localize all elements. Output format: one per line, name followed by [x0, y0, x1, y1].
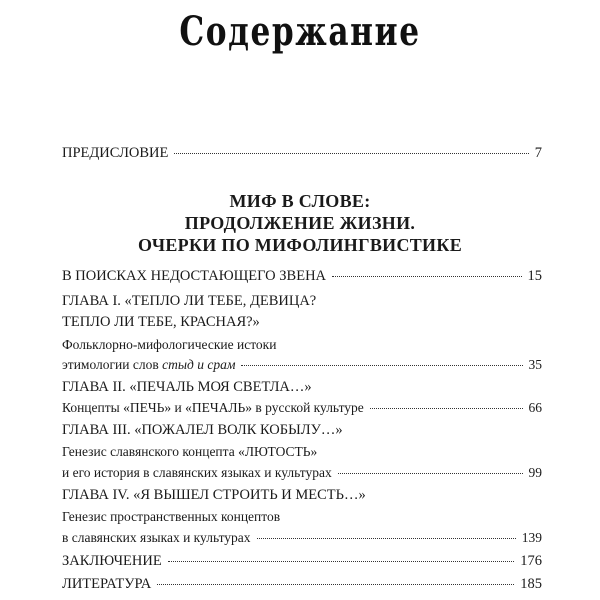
- dot-leader: [338, 472, 523, 474]
- toc-page-number: 15: [527, 268, 542, 284]
- toc-chapter-1-title-line-1[interactable]: ГЛАВА I. «ТЕПЛО ЛИ ТЕБЕ, ДЕВИЦА?: [62, 293, 317, 309]
- toc-entry-label: ПРЕДИСЛОВИЕ: [62, 145, 169, 161]
- toc-page-number: 99: [528, 465, 542, 480]
- toc-entry-label: В ПОИСКАХ НЕДОСТАЮЩЕГО ЗВЕНА: [62, 268, 327, 284]
- toc-page-number: 176: [520, 553, 542, 569]
- toc-chapter-2-subtitle: Концепты «ПЕЧЬ» и «ПЕЧАЛЬ» в русской культуре: [62, 400, 364, 415]
- dot-leader: [257, 537, 516, 539]
- dot-leader: [370, 407, 523, 409]
- dot-leader: [332, 275, 521, 277]
- subtitle-text: этимологии слов: [62, 357, 163, 372]
- page-title: Содержание: [179, 8, 421, 55]
- toc-chapter-3-subtitle-line-1: Генезис славянского концепта «ЛЮТОСТЬ»: [62, 444, 318, 459]
- section-heading-line-3: ОЧЕРКИ ПО МИФОЛИНГВИСТИКЕ: [137, 235, 463, 255]
- toc-chapter-3-title[interactable]: ГЛАВА III. «ПОЖАЛЕЛ ВОЛК КОБЫЛУ…»: [62, 422, 343, 438]
- section-heading-line-2: ПРОДОЛЖЕНИЕ ЖИЗНИ.: [184, 213, 416, 233]
- dot-leader: [174, 152, 528, 154]
- toc-page-number: 185: [520, 576, 542, 592]
- toc-chapter-3-subtitle-line-2: и его история в славянских языках и культурах: [62, 465, 332, 480]
- toc-chapter-1-title-line-2[interactable]: ТЕПЛО ЛИ ТЕБЕ, КРАСНАЯ?»: [62, 314, 260, 330]
- toc-entry-label: ЗАКЛЮЧЕНИЕ: [62, 553, 162, 569]
- toc-entry-conclusion[interactable]: [62, 552, 542, 571]
- toc-entry-chapter-3[interactable]: [62, 463, 542, 482]
- toc-page-number: 66: [528, 400, 542, 415]
- toc-entry-preface[interactable]: [62, 144, 542, 163]
- dot-leader: [168, 560, 515, 562]
- toc-chapter-4-title[interactable]: ГЛАВА IV. «Я ВЫШЕЛ СТРОИТЬ И МЕСТЬ…»: [62, 487, 366, 503]
- toc-page-number: 139: [521, 530, 542, 545]
- toc-page-number: 7: [534, 145, 542, 161]
- dot-leader: [241, 364, 522, 366]
- dot-leader: [157, 583, 514, 585]
- subtitle-italic-text: стыд и срам: [162, 357, 236, 372]
- section-heading-line-1: МИФ В СЛОВЕ:: [229, 191, 371, 211]
- toc-chapter-4-subtitle-line-1: Генезис пространственных концептов: [62, 509, 281, 524]
- toc-entry-chapter-1[interactable]: [62, 355, 542, 374]
- toc-entry-label: ЛИТЕРАТУРА: [62, 576, 152, 592]
- toc-entry-chapter-2[interactable]: [62, 398, 542, 417]
- toc-entry-chapter-4[interactable]: [62, 528, 542, 547]
- toc-entry-missing-link[interactable]: [62, 267, 542, 286]
- toc-chapter-2-title[interactable]: ГЛАВА II. «ПЕЧАЛЬ МОЯ СВЕТЛА…»: [62, 379, 312, 395]
- toc-chapter-1-subtitle-line-2: [62, 355, 235, 374]
- toc-page-number: 35: [528, 357, 542, 372]
- toc-entry-literature[interactable]: [62, 575, 542, 594]
- toc-chapter-4-subtitle-line-2: в славянских языках и культурах: [62, 530, 251, 545]
- toc-chapter-1-subtitle-line-1: Фольклорно-мифологические истоки: [62, 337, 277, 352]
